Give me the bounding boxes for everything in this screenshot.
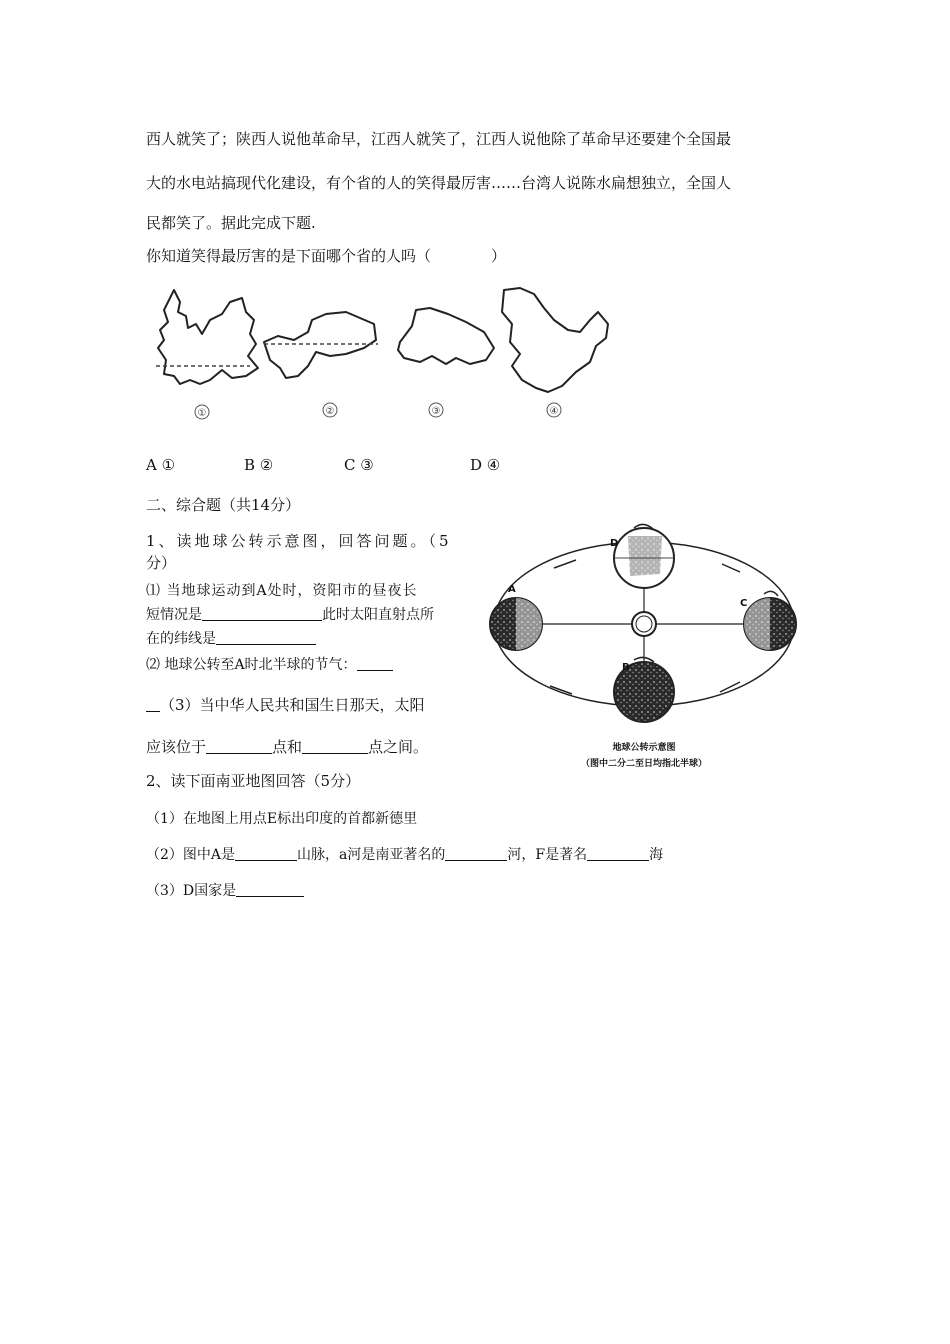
section-2-title: 二、综合题（共14分） <box>146 496 301 514</box>
q2-part3-text: （3）D国家是 <box>146 883 237 899</box>
q1-stem-line-2: 分） <box>146 554 177 572</box>
q2-blank-country[interactable] <box>236 881 304 897</box>
intro-line-2: 大的水电站搞现代化建设，有个省的人的笑得最厉害……台湾人说陈水扁想独立，全国人 <box>146 174 732 192</box>
q2-part2-text-d: 海 <box>649 847 664 863</box>
q2-blank-sea[interactable] <box>587 845 649 861</box>
q1-part1-line-1: ⑴ 当地球运动到A处时，资阳市的昼夜长 <box>146 583 418 599</box>
q1-part2 <box>146 654 393 674</box>
q1-blank-daynight[interactable] <box>202 605 322 621</box>
q2-part2-text-a: （2）图中A是 <box>146 847 236 863</box>
earth-a <box>490 598 542 650</box>
diagram-label-c: C <box>740 598 748 609</box>
q2-part2-text-b: 山脉，a河是南亚著名的 <box>297 847 446 863</box>
q2-part2-text-c: 河，F是著名 <box>507 847 588 863</box>
q1-part1-text-b: 此时太阳直射点所 <box>322 607 434 623</box>
diagram-label-b: B <box>622 662 630 673</box>
map-label-2: ② <box>325 406 335 417</box>
q1-part3-text-a: （3）当中华人民共和国生日那天，太阳 <box>160 696 425 714</box>
q1-part3-text-c: 点和 <box>272 738 303 756</box>
map-label-1: ① <box>197 408 207 419</box>
diagram-label-a: A <box>508 584 516 595</box>
q1-part3-text-d: 点之间。 <box>368 738 429 756</box>
q1-part1-text-a: 短情况是 <box>146 607 202 623</box>
q1-part1-text-c: 在的纬线是 <box>146 631 216 647</box>
q1-blank-point-2[interactable] <box>302 738 368 754</box>
q2-title: 2、读下面南亚地图回答（5分） <box>146 772 361 790</box>
q2-part2 <box>146 844 663 864</box>
diagram-caption-2: （图中二分二至日均指北半球） <box>580 759 708 769</box>
q2-blank-mountain[interactable] <box>235 845 297 861</box>
q2-part1: （1）在地图上用点E标出印度的首都新德里 <box>146 811 418 827</box>
intro-line-3: 民都笑了。据此完成下题. <box>146 214 316 232</box>
q1-stem-line-1: 1、读地球公转示意图，回答问题。（5 <box>146 532 452 550</box>
map-label-3: ③ <box>431 406 441 417</box>
q1-blank-point-1[interactable] <box>206 738 272 754</box>
intro-line-1: 西人就笑了；陕西人说他革命早，江西人就笑了，江西人说他除了革命早还要建个全国最 <box>146 130 732 148</box>
q1-part3-line-2 <box>146 736 428 757</box>
q1-part1-line-2 <box>146 604 434 624</box>
q1-blank-latitude[interactable] <box>216 629 316 645</box>
earth-revolution-diagram <box>484 518 804 776</box>
q1-blank-solar-term-cont[interactable] <box>146 696 160 712</box>
diagram-caption-1: 地球公转示意图 <box>612 743 676 753</box>
q1-part3-line-1 <box>146 694 425 715</box>
q1-part1-line-3 <box>146 628 316 648</box>
option-a[interactable]: A ① <box>146 456 176 474</box>
q1-blank-solar-term[interactable] <box>357 655 393 671</box>
q1-part2-text: ⑵ 地球公转至A时北半球的节气： <box>146 657 357 673</box>
option-d[interactable]: D ④ <box>470 456 501 474</box>
diagram-label-d: D <box>610 538 619 549</box>
q2-blank-river[interactable] <box>445 845 507 861</box>
province-question-stem: 你知道笑得最厉害的是下面哪个省的人吗（ ） <box>146 247 507 265</box>
province-map-4 <box>502 288 608 392</box>
option-c[interactable]: C ③ <box>344 456 374 474</box>
province-maps-figure <box>150 284 630 424</box>
earth-d <box>614 524 674 588</box>
province-map-1 <box>158 290 258 384</box>
province-map-3 <box>398 308 494 364</box>
q1-part3-text-b: 应该位于 <box>146 738 207 756</box>
option-b[interactable]: B ② <box>244 456 274 474</box>
q2-part3 <box>146 880 304 900</box>
province-map-2 <box>264 312 376 378</box>
map-label-4: ④ <box>549 406 559 417</box>
